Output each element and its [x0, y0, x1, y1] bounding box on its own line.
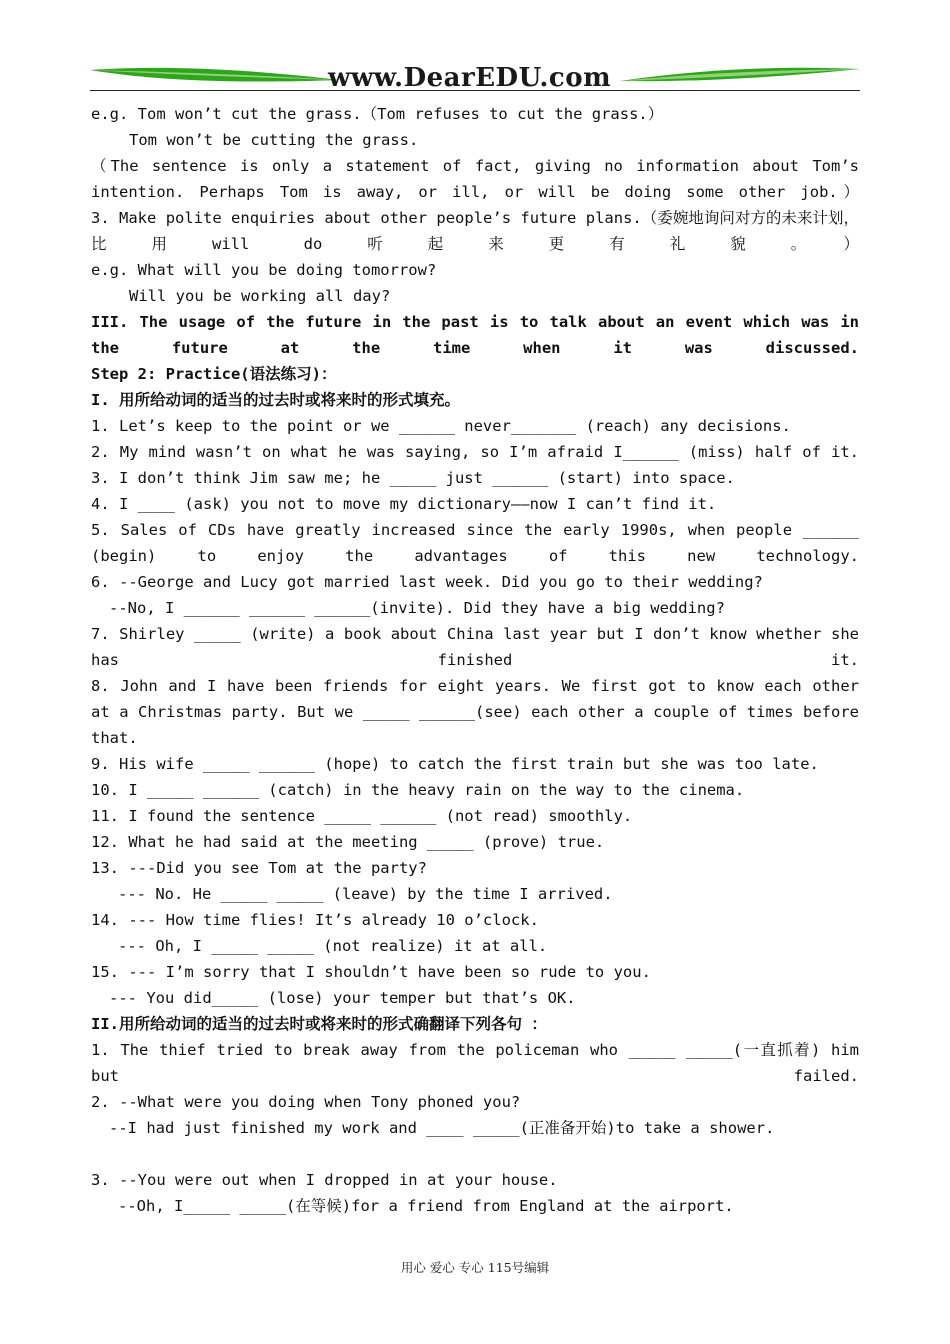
exercise-item: 1. The thief tried to break away from the policeman who _____ _____(一直抓着) him but failed.	[91, 1041, 859, 1085]
exercise-item: --- You did_____ (lose) your temper but that’s OK.	[109, 989, 576, 1007]
header-divider	[90, 90, 860, 91]
exercise-item: 3. --You were out when I dropped in at your house.	[91, 1171, 558, 1189]
exercise-item: --- Oh, I _____ _____ (not realize) it at all.	[118, 937, 548, 955]
text-line: （The sentence is only a statement of fact, giving no information about Tom’s intention. Perhaps Tom is away, or ill, or will be doing some other job.）	[91, 157, 859, 201]
exercise-item: 2. My mind wasn’t on what he was saying, so I’m afraid I______ (miss) half of it.	[91, 443, 859, 461]
exercise-item: 12. What he had said at the meeting _____ (prove) true.	[91, 833, 605, 851]
text-line: Will you be working all day?	[129, 287, 391, 305]
exercise-heading: II.用所给动词的适当的过去时或将来时的形式确翻译下列各句 ：	[91, 1015, 547, 1033]
exercise-item: 7. Shirley _____ (write) a book about China last year but I don’t know whether she has finished it.	[91, 625, 859, 669]
text-line: e.g. What will you be doing tomorrow?	[91, 261, 437, 279]
text-line: 3. Make polite enquiries about other people’s future plans.（委婉地询问对方的未来计划，比用will do听起来更有礼貌。）	[91, 209, 859, 253]
exercise-item: --- No. He _____ _____ (leave) by the time I arrived.	[118, 885, 613, 903]
exercise-item: 5. Sales of CDs have greatly increased since the early 1990s, when people ______ (begin) to enjoy the advantages of this new technology.	[91, 521, 859, 565]
exercise-item: --Oh, I_____ _____(在等候)for a friend from England at the airport.	[118, 1197, 734, 1215]
exercise-item: 8. John and I have been friends for eight years. We first got to know each other at a Christmas party. But we _____ ______(see) each other a couple of times before that.	[91, 677, 859, 747]
exercise-item: 11. I found the sentence _____ ______ (not read) smoothly.	[91, 807, 633, 825]
exercise-item: 13. ---Did you see Tom at the party?	[91, 859, 427, 877]
exercise-item: 3. I don’t think Jim saw me; he _____ just ______ (start) into space.	[91, 469, 735, 487]
text-line: Tom won’t be cutting the grass.	[129, 131, 419, 149]
exercise-heading: I. 用所给动词的适当的过去时或将来时的形式填充。	[91, 391, 460, 409]
exercise-item: 9. His wife _____ ______ (hope) to catch the first train but she was too late.	[91, 755, 819, 773]
exercise-item: --I had just finished my work and ____ _____(正准备开始)to take a shower.	[109, 1119, 775, 1137]
exercise-item: 1. Let’s keep to the point or we ______ never_______ (reach) any decisions.	[91, 417, 791, 435]
site-logo-text: www.DearEDU.com	[328, 63, 612, 93]
text-line: e.g. Tom won’t cut the grass.（Tom refuses to cut the grass.）	[91, 105, 664, 123]
section-heading: III. The usage of the future in the past is to talk about an event which was in the future at the time when it was discussed.	[91, 313, 859, 357]
exercise-item: 6. --George and Lucy got married last week. Did you go to their wedding?	[91, 573, 763, 591]
exercise-item: 10. I _____ ______ (catch) in the heavy rain on the way to the cinema.	[91, 781, 745, 799]
exercise-item: 4. I ____ (ask) you not to move my dictionary——now I can’t find it.	[91, 495, 717, 513]
exercise-item: 14. --- How time flies! It’s already 10 o’clock.	[91, 911, 539, 929]
document-body	[91, 101, 859, 1219]
blank-line	[91, 1141, 859, 1167]
exercise-item: --No, I ______ ______ ______(invite). Did they have a big wedding?	[109, 599, 725, 617]
section-heading: Step 2: Practice(语法练习)：	[91, 365, 337, 383]
page-footer: 用心 爱心 专心 115号编辑	[400, 1260, 550, 1275]
exercise-item: 15. --- I’m sorry that I shouldn’t have been so rude to you.	[91, 963, 651, 981]
exercise-item: 2. --What were you doing when Tony phoned you?	[91, 1093, 521, 1111]
